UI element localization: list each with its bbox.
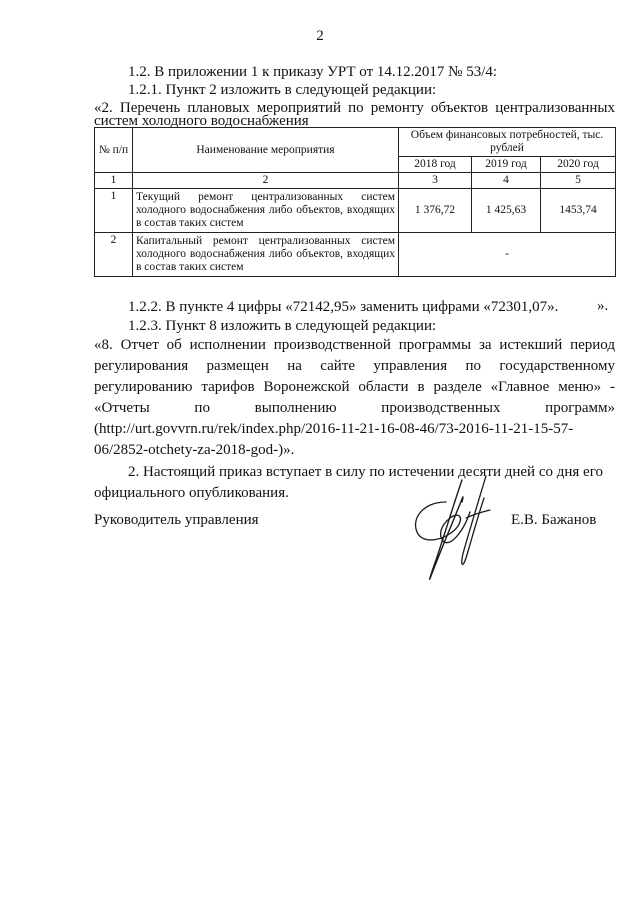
item-1-2-3: 1.2.3. Пункт 8 изложить в следующей редакции: (128, 318, 437, 334)
table-header-row (95, 128, 616, 157)
plan-table (94, 127, 616, 277)
col-number: 4 (472, 173, 541, 189)
table-row (95, 233, 616, 277)
quote-close: ». (597, 298, 609, 314)
header-name: Наименование мероприятия (133, 128, 399, 173)
quote-2-line-1: «2. Перечень плановых мероприятий по ремонту объектов централизованных (94, 100, 615, 116)
item-2-line-1: 2. Настоящий приказ вступает в силу по истечении десяти дней со дня его (128, 464, 603, 480)
col-number: 1 (95, 173, 133, 189)
row-value: 1 425,63 (472, 189, 541, 233)
row-num: 1 (95, 189, 133, 233)
signature-image (400, 472, 510, 592)
item-1-2-1: 1.2.1. Пункт 2 изложить в следующей редакции: (128, 82, 437, 98)
item-2-line-2: официального опубликования. (94, 485, 289, 501)
header-num: № п/п (95, 128, 133, 173)
quote-8-line: регулирования размещен на сайте управления по государственному (94, 358, 615, 374)
row-name: Капитальный ремонт централизованных систем холодного водоснабжения либо объектов, входящих в состав таких систем (133, 233, 399, 277)
header-year: 2018 год (399, 157, 472, 173)
page-number: 2 (316, 28, 324, 44)
item-1-2-2: 1.2.2. В пункте 4 цифры «72142,95» заменить цифрами «72301,07». (128, 299, 559, 315)
signer-title: Руководитель управления (94, 512, 259, 528)
quote-8-line: 06/2852-otchety-za-2018-god-)». (94, 442, 295, 458)
col-number: 5 (541, 173, 616, 189)
row-num: 2 (95, 233, 133, 277)
signer-name: Е.В. Бажанов (511, 512, 597, 528)
header-finance: Объем финансовых потребностей, тыс. рублей (399, 128, 616, 157)
header-year: 2020 год (541, 157, 616, 173)
quote-8-line: (http://urt.govvrn.ru/rek/index.php/2016-11-21-16-08-46/73-2016-11-21-15-57- (94, 421, 574, 437)
row-value: 1 376,72 (399, 189, 472, 233)
col-number: 3 (399, 173, 472, 189)
table-row (95, 189, 616, 233)
item-1-2: 1.2. В приложении 1 к приказу УРТ от 14.12.2017 № 53/4: (128, 64, 498, 80)
row-merged-value: - (399, 233, 616, 277)
quote-2-line-2: систем холодного водоснабжения (94, 113, 309, 129)
col-number: 2 (133, 173, 399, 189)
quote-8-line: «Отчеты по выполнению производственных программ» (94, 400, 615, 416)
table-colnum-row (95, 173, 616, 189)
quote-8-line: «8. Отчет об исполнении производственной программы за истекший период (94, 337, 615, 353)
header-year: 2019 год (472, 157, 541, 173)
row-name: Текущий ремонт централизованных систем холодного водоснабжения либо объектов, входящих в состав таких систем (133, 189, 399, 233)
row-value: 1453,74 (541, 189, 616, 233)
quote-8-line: регулированию тарифов Воронежской области в разделе «Главное меню» - (94, 379, 615, 395)
